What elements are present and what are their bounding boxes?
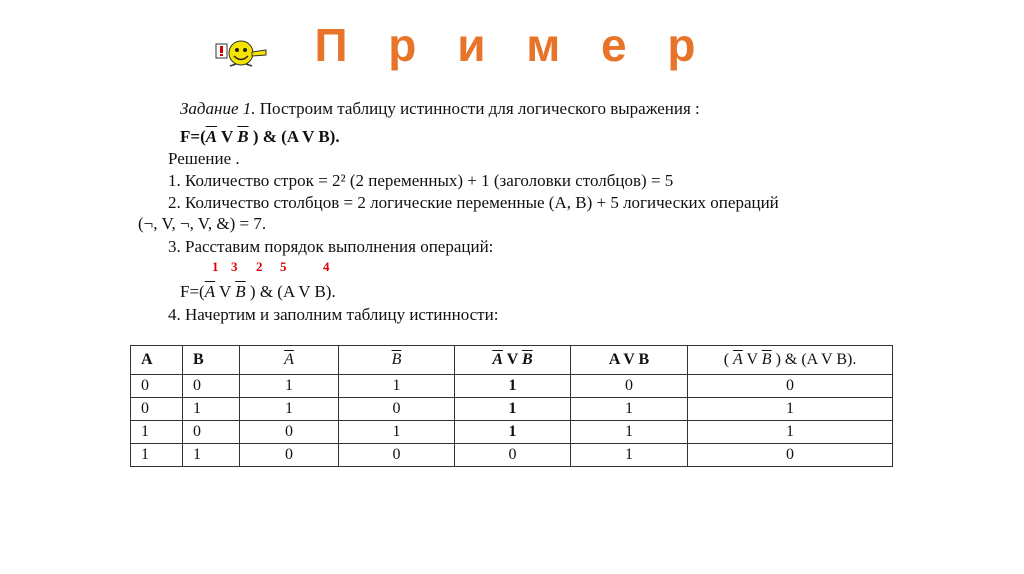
header-f-rest: ) & (A V B). (771, 351, 857, 368)
formula-not-a: $\overline{A}$ (205, 127, 218, 146)
table-cell: 1 (688, 421, 893, 444)
header-not-a-text: $\overline{A}$ (284, 351, 294, 368)
table-cell: 0 (688, 444, 893, 467)
step-2: 2. Количество столбцов = 2 логические переменные (А, В) + 5 логических операций (168, 193, 779, 212)
table-cell: 1 (131, 444, 183, 467)
table-row (131, 421, 893, 444)
table-cell: 0 (240, 421, 339, 444)
table-cell: 0 (240, 444, 339, 467)
order-number: 5 (280, 259, 287, 274)
table-cell: 0 (339, 398, 455, 421)
header-or-v: V (503, 351, 522, 368)
table-cell: 0 (131, 398, 183, 421)
task-text: Построим таблицу истинности для логического выражения : (255, 99, 700, 118)
table-row (131, 444, 893, 467)
table-cell: 1 (571, 398, 688, 421)
table-row (131, 398, 893, 421)
table-cell: 0 (131, 375, 183, 398)
formula-ordered (180, 282, 336, 302)
formula2-not-b: $\overline{B}$ (235, 282, 246, 301)
header-f-v: V (742, 351, 762, 368)
table-cell: 1 (339, 421, 455, 444)
formula2-op: V (215, 282, 236, 301)
table-cell: 1 (571, 444, 688, 467)
table-cell: 1 (571, 421, 688, 444)
step-2-continued: (¬, V, ¬, V, &) = 7. (138, 214, 267, 233)
table-cell: 0 (183, 421, 240, 444)
formula-prefix: F=( (180, 127, 206, 146)
header-f-a: $\overline{A}$ (733, 351, 743, 368)
table-cell: 1 (339, 375, 455, 398)
table-cell: 0 (688, 375, 893, 398)
header-or-nb: $\overline{B}$ (521, 351, 533, 368)
formula-op: V (217, 127, 238, 146)
table-header-row (131, 346, 893, 375)
formula2-suffix: ) & (A V B). (245, 282, 336, 301)
header-not-b-text: $\overline{B}$ (391, 351, 402, 368)
order-number: 2 (256, 259, 263, 274)
order-number: 3 (231, 259, 238, 274)
formula2-prefix: F=( (180, 282, 205, 301)
solution-label: Решение . (168, 149, 240, 168)
table-cell: 1 (688, 398, 893, 421)
step-4: 4. Начертим и заполним таблицу истинности: (168, 305, 499, 324)
table-cell: 1 (240, 375, 339, 398)
table-cell: 0 (339, 444, 455, 467)
formula-not-b: $\overline{B}$ (237, 127, 249, 146)
formula-suffix: ) & (A V B). (248, 127, 340, 146)
header-f-open: ( (723, 351, 734, 368)
order-number: 4 (323, 259, 330, 274)
header-f-b: $\overline{B}$ (761, 351, 772, 368)
table-cell: 1 (455, 375, 571, 398)
task-label: Задание 1. (180, 99, 256, 118)
header-not-a-or-not-b (455, 346, 571, 375)
page-title: П р и м е р (314, 19, 710, 71)
table-cell: 1 (455, 421, 571, 444)
formula2-not-a: $\overline{A}$ (204, 282, 216, 301)
order-number: 1 (212, 259, 219, 274)
table-cell: 0 (183, 375, 240, 398)
header-not-a (240, 346, 339, 375)
truth-table (130, 345, 893, 467)
table-cell: 1 (183, 398, 240, 421)
table-cell: 0 (571, 375, 688, 398)
table-row (131, 375, 893, 398)
table-cell: 1 (131, 421, 183, 444)
header-f (688, 346, 893, 375)
header-or-na: $\overline{A}$ (492, 351, 503, 368)
table-cell: 1 (183, 444, 240, 467)
header-a-or-b: A V B (571, 346, 688, 375)
smiley-pointing-icon (214, 36, 272, 72)
step-1: 1. Количество строк = 2² (2 переменных) + 1 (заголовки столбцов) = 5 (168, 171, 674, 190)
header-not-b (339, 346, 455, 375)
table-cell: 0 (455, 444, 571, 467)
step-3: 3. Расставим порядок выполнения операций: (168, 237, 494, 256)
header-a: A (131, 346, 183, 375)
formula (180, 127, 340, 147)
task-line (180, 99, 700, 119)
table-cell: 1 (455, 398, 571, 421)
header-b: B (183, 346, 240, 375)
table-cell: 1 (240, 398, 339, 421)
